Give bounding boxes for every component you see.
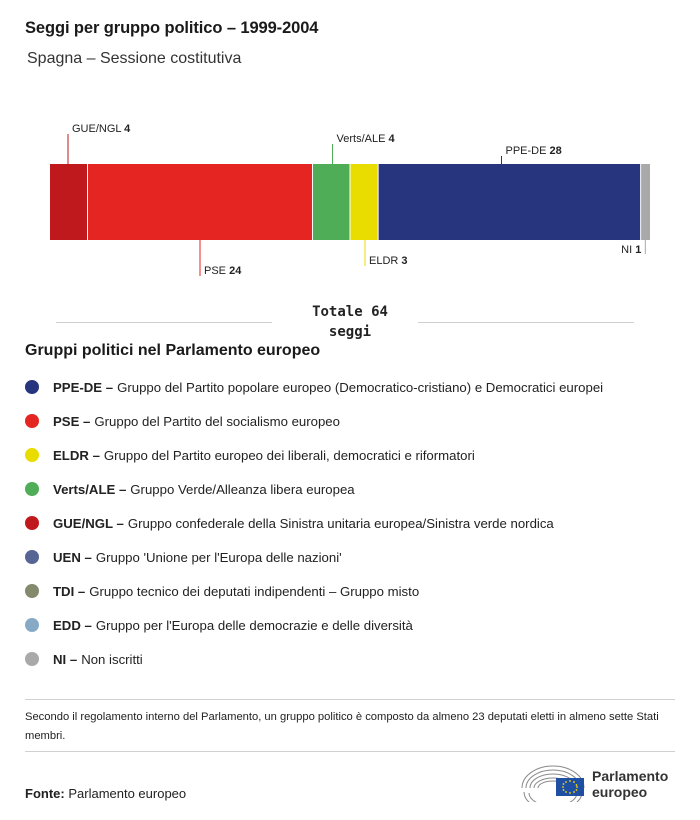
segment-label <box>506 145 562 157</box>
segment-label-name: PPE-DE <box>505 145 550 157</box>
legend-item <box>25 472 603 506</box>
segment-label-value: 3 <box>401 255 408 267</box>
legend-swatch <box>25 550 39 564</box>
legend-item <box>25 370 603 404</box>
segment-label-name: PSE <box>204 265 230 277</box>
legend-text: Gruppo 'Unione per l'Europa delle nazioni' <box>95 549 342 565</box>
source-label: Fonte: <box>25 786 65 801</box>
legend-text: Gruppo per l'Europa delle democrazie e delle diversità <box>95 617 413 633</box>
note-divider-top <box>25 699 675 700</box>
segment-label-value: 28 <box>549 145 562 157</box>
bar-segment-eldr <box>350 164 378 240</box>
note-divider-bottom <box>25 751 675 752</box>
bar-segment-pse <box>88 164 313 240</box>
total-line-1: Totale 64 <box>312 304 388 320</box>
total-line-2: seggi <box>328 324 372 340</box>
legend-swatch <box>25 414 39 428</box>
bar-segment-ppe-de <box>378 164 641 240</box>
legend-abbr: GUE/NGL – <box>53 515 124 531</box>
legend-text: Gruppo tecnico dei deputati indipendenti – Gruppo misto <box>89 583 420 599</box>
legend-abbr: NI – <box>53 651 78 667</box>
legend-text: Gruppo confederale della Sinistra unitaria europea/Sinistra verde nordica <box>127 515 554 531</box>
legend-abbr: EDD – <box>53 617 92 633</box>
source <box>25 786 186 801</box>
segment-label-name: GUE/NGL <box>72 123 125 135</box>
total-divider-left <box>56 322 272 323</box>
bar-segment-verts-ale <box>313 164 351 240</box>
segment-label-name: NI <box>621 244 636 256</box>
total-divider-right <box>418 322 634 323</box>
legend-text: Non iscritti <box>81 651 143 667</box>
legend-abbr: UEN – <box>53 549 92 565</box>
segment-label-value: 4 <box>388 133 395 145</box>
legend-item <box>25 506 603 540</box>
legend-abbr: Verts/ALE – <box>53 481 127 497</box>
legend-item <box>25 574 603 608</box>
european-parliament-hemicycle-icon <box>520 762 586 802</box>
legend-item <box>25 642 603 676</box>
logo-line-2: europeo <box>592 784 648 800</box>
footnote: Secondo il regolamento interno del Parlamento, un gruppo politico è composto da almeno 23 deputati eletti in almeno sette Stati membri. <box>25 711 659 742</box>
legend <box>25 370 603 676</box>
segment-label <box>369 255 408 267</box>
legend-abbr: PPE-DE – <box>53 379 114 395</box>
legend-item <box>25 540 603 574</box>
legend-swatch <box>25 618 39 632</box>
legend-item <box>25 608 603 642</box>
stacked-bar-chart <box>0 120 700 290</box>
legend-text: Gruppo del Partito del socialismo europeo <box>94 413 340 429</box>
parliament-logo <box>520 760 680 804</box>
legend-swatch <box>25 652 39 666</box>
source-text: Parlamento europeo <box>68 786 187 801</box>
chart-subtitle: Spagna – Sessione costitutiva <box>27 50 242 67</box>
total-summary <box>0 300 700 340</box>
legend-text: Gruppo del Partito popolare europeo (Democratico-cristiano) e Democratici europei <box>117 379 604 395</box>
legend-abbr: TDI – <box>53 583 86 599</box>
legend-swatch <box>25 482 39 496</box>
segment-label <box>72 123 131 135</box>
legend-abbr: ELDR – <box>53 447 100 463</box>
segment-label-value: 4 <box>124 123 131 135</box>
logo-line-1: Parlamento <box>592 768 669 784</box>
legend-text: Gruppo del Partito europeo dei liberali, democratici e riformatori <box>103 447 475 463</box>
legend-item <box>25 438 603 472</box>
segment-label <box>204 265 242 277</box>
legend-title: Gruppi politici nel Parlamento europeo <box>25 342 321 359</box>
segment-label-value: 1 <box>635 244 642 256</box>
segment-label-name: Verts/ALE <box>336 133 389 145</box>
segment-label <box>337 133 396 145</box>
logo-text <box>592 768 668 800</box>
legend-text: Gruppo Verde/Alleanza libera europea <box>130 481 355 497</box>
segment-label <box>621 244 641 256</box>
bar-segment-gue-ngl <box>50 164 88 240</box>
legend-abbr: PSE – <box>53 413 91 429</box>
legend-swatch <box>25 448 39 462</box>
segment-label-name: ELDR <box>369 255 402 267</box>
total-label <box>290 302 410 342</box>
segment-label-value: 24 <box>229 265 242 277</box>
legend-item <box>25 404 603 438</box>
legend-swatch <box>25 584 39 598</box>
legend-swatch <box>25 516 39 530</box>
bar-segment-ni <box>641 164 650 240</box>
legend-swatch <box>25 380 39 394</box>
chart-title: Seggi per gruppo politico – 1999-2004 <box>25 19 319 37</box>
